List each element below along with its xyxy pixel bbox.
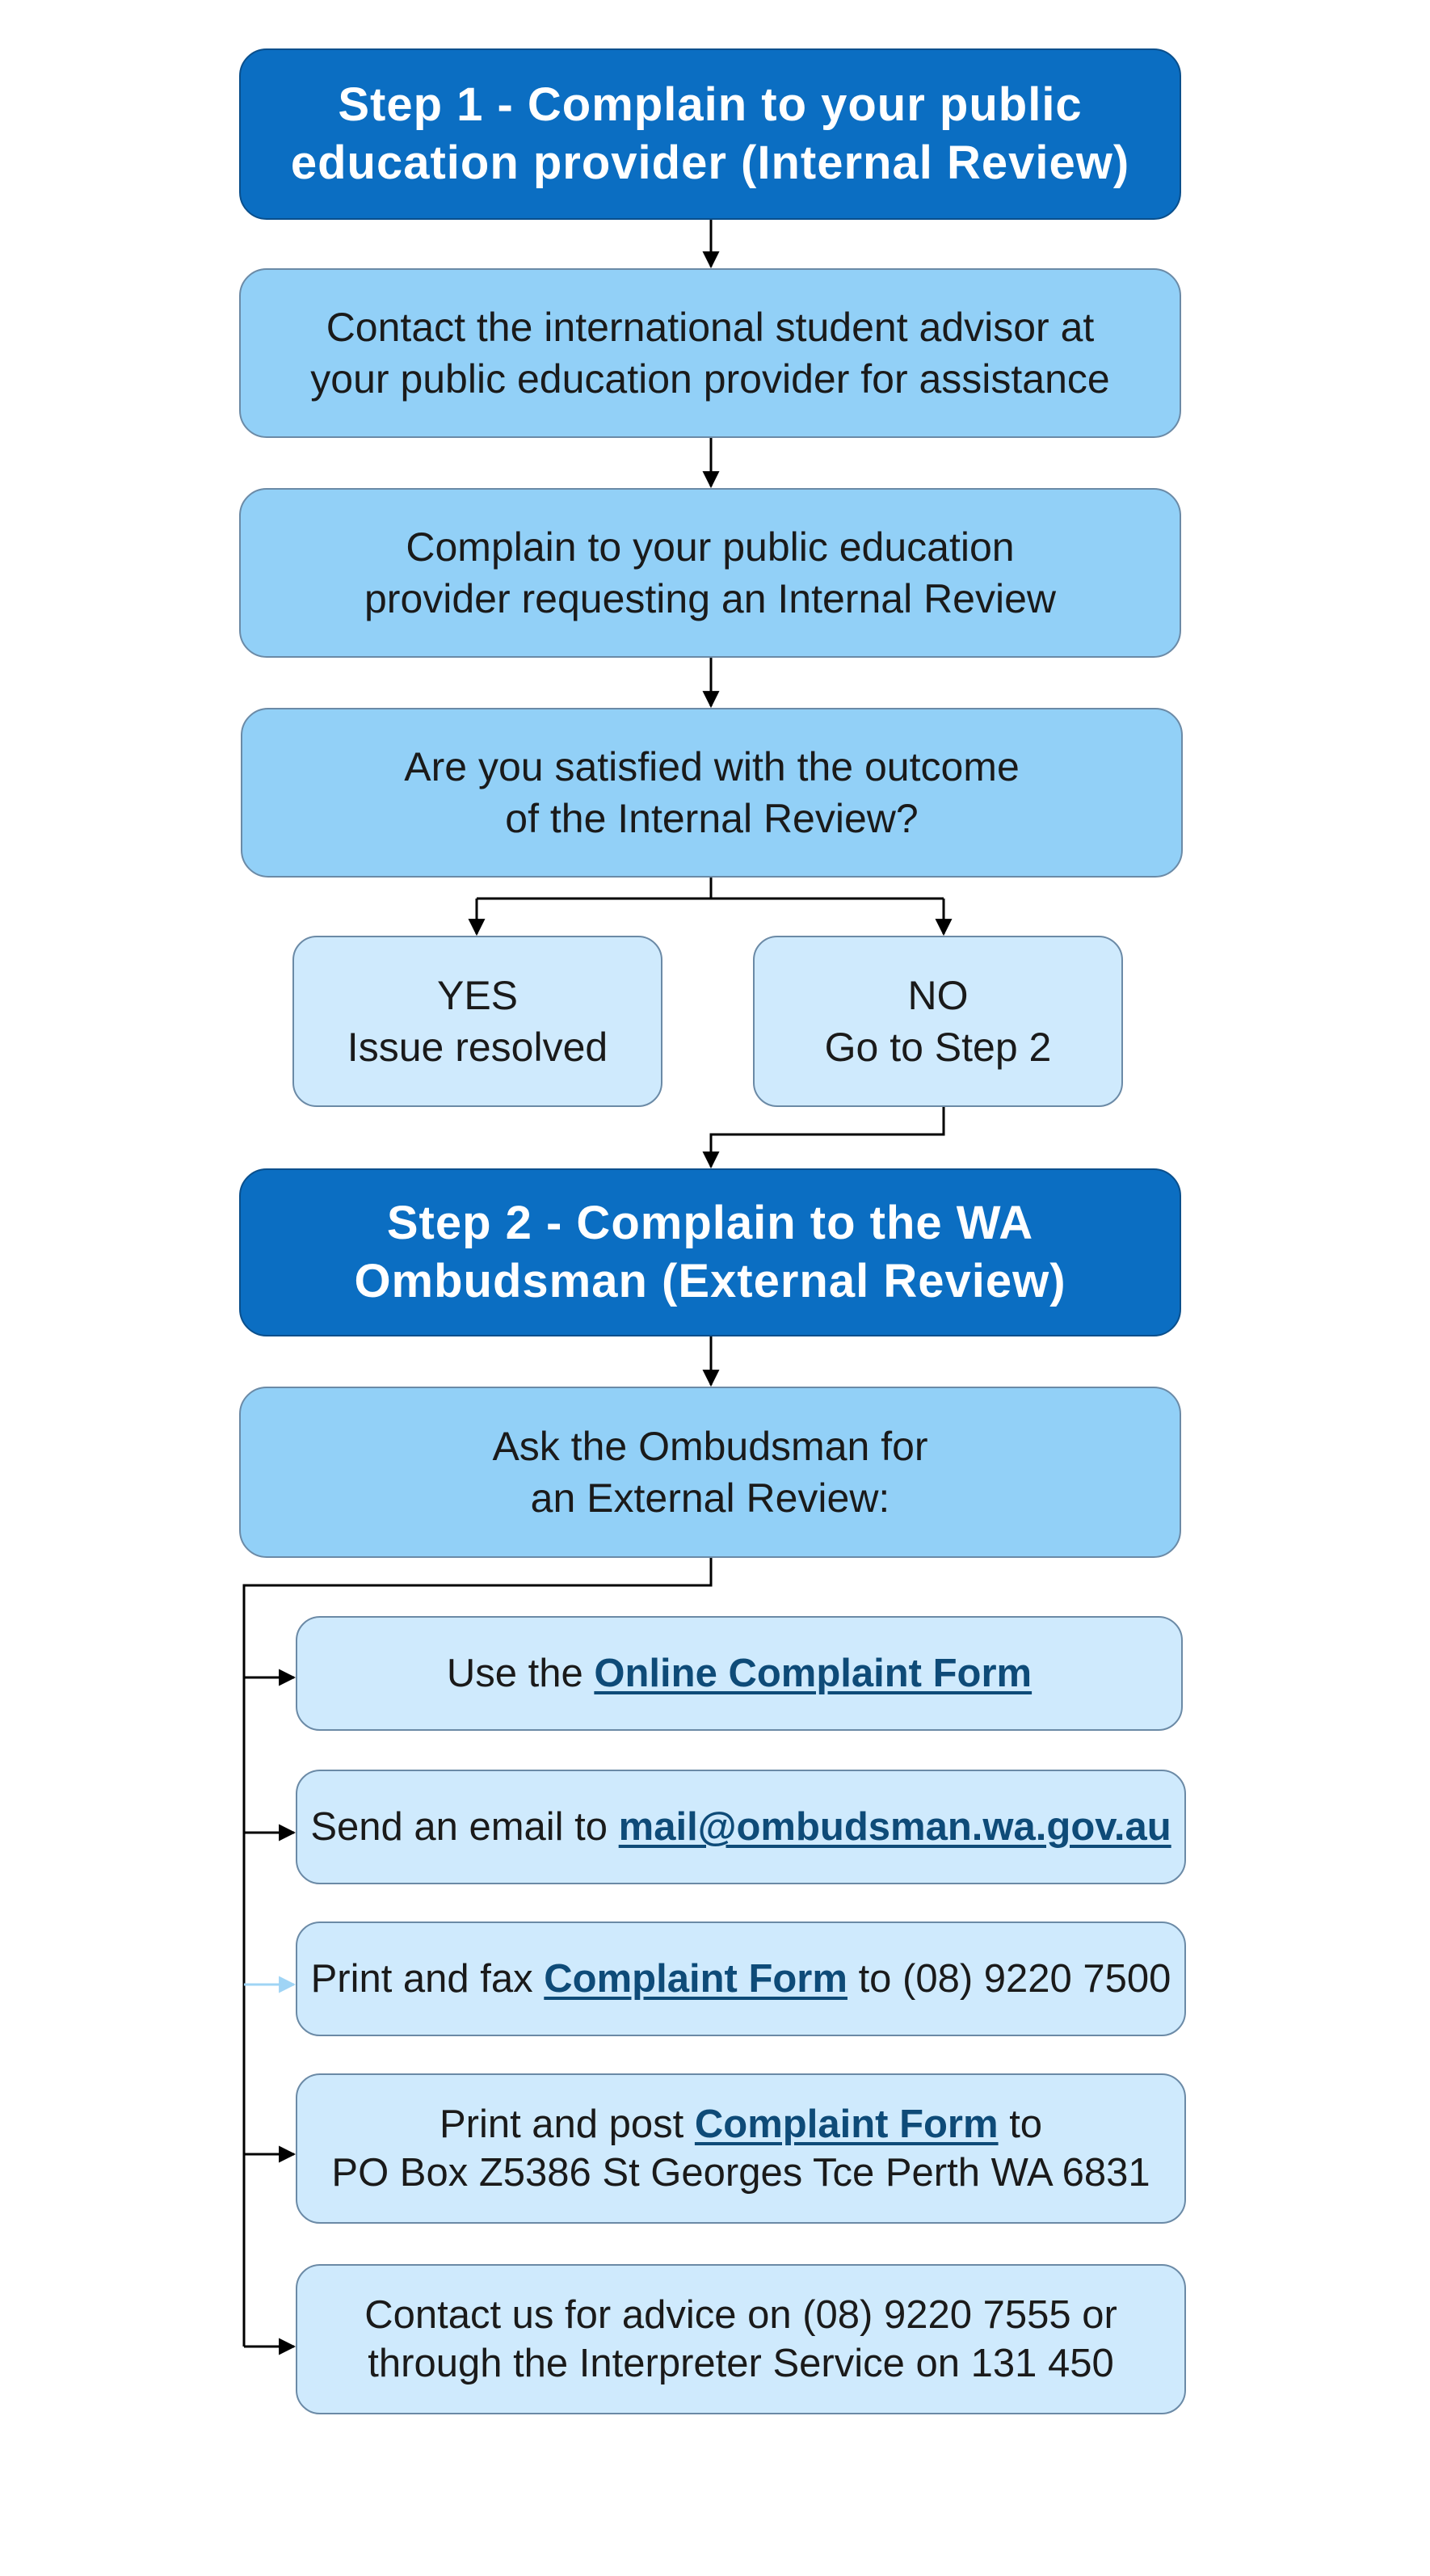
option-contact-line1: Contact us for advice on (08) 9220 7555 or xyxy=(364,2293,1117,2337)
internal-review-request-box xyxy=(239,488,1181,658)
external-review-ask-box xyxy=(239,1387,1181,1558)
option-post-line1 xyxy=(440,2100,1042,2149)
no-box xyxy=(753,936,1123,1107)
option-post-box xyxy=(296,2073,1186,2224)
option-email-box xyxy=(296,1770,1186,1884)
option-online-form-box xyxy=(296,1616,1183,1731)
option-fax-prefix: Print and fax xyxy=(310,1957,545,2001)
no-label: NO xyxy=(907,973,969,1018)
option-fax-suffix: to (08) 9220 7500 xyxy=(847,1957,1171,2001)
option-post-prefix: Print and post xyxy=(439,2102,695,2146)
option-post-suffix: to xyxy=(998,2102,1043,2146)
satisfaction-question-box xyxy=(241,708,1183,878)
option-fax-text xyxy=(311,1955,1171,2003)
yes-detail: Issue resolved xyxy=(347,1025,608,1070)
yes-box xyxy=(292,936,662,1107)
option-online-prefix: Use the xyxy=(446,1652,595,1695)
ombudsman-email-link[interactable]: mail@ombudsman.wa.gov.au xyxy=(618,1805,1171,1849)
fax-complaint-form-link[interactable]: Complaint Form xyxy=(544,1957,847,2001)
advisor-line1: Contact the international student advisor at xyxy=(326,305,1095,350)
option-contact-line2: through the Interpreter Service on 131 450 xyxy=(368,2342,1114,2385)
option-fax-box xyxy=(296,1921,1186,2036)
question-line1: Are you satisfied with the outcome xyxy=(404,744,1020,789)
post-complaint-form-link[interactable]: Complaint Form xyxy=(694,2102,999,2146)
internal-request-line1: Complain to your public education xyxy=(406,524,1015,570)
step2-title-line2: Ombudsman (External Review) xyxy=(354,1255,1066,1307)
internal-request-line2: provider requesting an Internal Review xyxy=(364,576,1057,621)
arrow-no-to-step2 xyxy=(711,1107,944,1167)
question-line2: of the Internal Review? xyxy=(505,796,919,841)
no-detail: Go to Step 2 xyxy=(824,1025,1052,1070)
step1-title-line1: Step 1 - Complain to your public xyxy=(338,78,1083,131)
yes-label: YES xyxy=(436,973,519,1018)
option-online-text xyxy=(447,1649,1032,1698)
step2-box xyxy=(239,1168,1181,1336)
ask-line1: Ask the Ombudsman for xyxy=(492,1424,928,1469)
advisor-line2: your public education provider for assistance xyxy=(310,356,1110,402)
step1-box xyxy=(239,48,1181,220)
advisor-box xyxy=(239,268,1181,438)
option-contact-box xyxy=(296,2264,1186,2414)
option-post-address: PO Box Z5386 St Georges Tce Perth WA 6831 xyxy=(331,2151,1150,2195)
option-email-prefix: Send an email to xyxy=(310,1805,619,1849)
ask-line2: an External Review: xyxy=(530,1475,890,1521)
step1-title-line2: education provider (Internal Review) xyxy=(290,137,1130,189)
step2-title-line1: Step 2 - Complain to the WA xyxy=(386,1197,1034,1249)
option-email-text xyxy=(310,1803,1171,1851)
online-complaint-form-link[interactable]: Online Complaint Form xyxy=(594,1652,1033,1695)
